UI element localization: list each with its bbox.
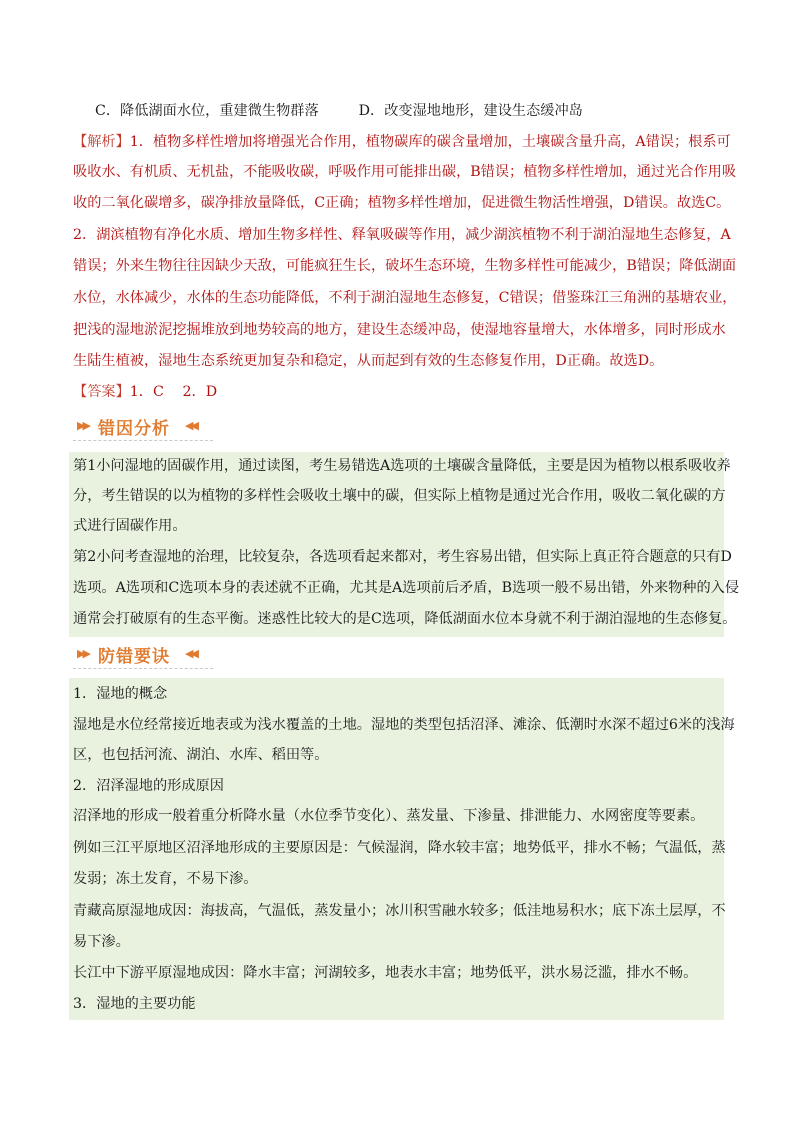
box-line: 分，考生错误的以为植物的多样性会吸收土壤中的碳，但实际上植物是通过光合作用，吸收二氧化碳的方 [73,488,726,504]
box-line: 长江中下游平原湿地成因：降水丰富；河湖较多，地表水丰富；地势低平，洪水易泛滥，排水不畅。 [73,965,698,981]
error-prevention-box [69,678,735,1020]
analysis-line-6: 水位，水体减少，水体的生态功能降低，不利于湖泊湿地生态修复，C错误；借鉴珠江三角洲的基塘农业， [73,290,737,306]
analysis-line-4: 2．湖滨植物有净化水质、增加生物多样性、释氧吸碳等作用，减少湖滨植物不利于湖泊湿地生态修复，A [73,227,731,243]
box-line: 区，也包括河流、湖泊、水库、稻田等。 [73,747,329,763]
section-title: 错因分析 [98,419,170,439]
section-heading-error-analysis [73,412,213,441]
analysis-tag: 【解析】 [73,134,130,150]
error-analysis-box [69,452,740,637]
box-line: 第1小问湿地的固碳作用，通过读图，考生易错选A选项的土壤碳含量降低，主要是因为植物以根系吸收养 [73,458,731,474]
box-line: 1．湿地的概念 [73,686,168,702]
analysis-line-3: 收的二氧化碳增多，碳净排放量降低，C正确；植物多样性增加，促进微生物活性增强，D错误。故选C。 [73,195,731,211]
options-row [95,100,583,120]
double-arrow-left-icon: ◀◀ [185,647,196,660]
answer-line [73,382,723,402]
option-c: C．降低湖面水位，重建微生物群落 [95,103,319,119]
analysis-line-1: 【解析】1．植物多样性增加将增强光合作用，植物碳库的碳含量增加，土壤碳含量升高，A错误；根系可 [73,134,731,150]
answer-tag: 【答案】 [73,384,130,400]
box-line: 青藏高原湿地成因：海拔高，气温低，蒸发量小；冰川积雪融水较多；低洼地易积水；底下冻土层厚，不 [73,903,726,919]
analysis-line-2: 吸收水、有机质、无机盐，不能吸收碳，呼吸作用可能排出碳，B错误；植物多样性增加，通过光合作用吸 [73,164,737,180]
box-line: 例如三江平原地区沼泽地形成的主要原因是：气候湿润，降水较丰富；地势低平，排水不畅；气温低，蒸 [73,840,726,856]
box-line: 3．湿地的主要功能 [73,996,196,1012]
analysis-line-7: 把浅的湿地淤泥挖掘堆放到地势较高的地方，建设生态缓冲岛，使湿地容量增大，水体增多，同时形成水 [73,322,726,338]
section-title: 防错要诀 [98,647,170,667]
box-line: 通常会打破原有的生态平衡。迷惑性比较大的是C选项，降低湖面水位本身就不利于湖泊湿地的生态修复。 [73,611,737,627]
box-line: 沼泽地的形成一般着重分析降水量（水位季节变化）、蒸发量、下渗量、排泄能力、水网密度等要素。 [73,808,705,824]
double-arrow-right-icon: ▶▶ [77,419,88,432]
box-line: 选项。A选项和C选项本身的表述就不正确，尤其是A选项前后矛盾，B选项一般不易出错，外来物种的入侵 [73,580,740,596]
box-line: 式进行固碳作用。 [73,518,187,534]
answer-text: 1．C 2．D [129,384,218,400]
double-arrow-right-icon: ▶▶ [77,647,88,660]
box-line: 发弱；冻土发育，不易下渗。 [73,871,258,887]
option-d: D．改变湿地地形，建设生态缓冲岛 [358,103,583,119]
analysis-line-8: 生陆生植被，湿地生态系统更加复杂和稳定，从而起到有效的生态修复作用，D正确。故选D。 [73,353,664,369]
analysis-line-5: 错误；外来生物往往因缺少天敌，可能疯狂生长，破坏生态环境，生物多样性可能减少，B错误；降低湖面 [73,258,737,274]
box-line: 易下渗。 [73,934,130,950]
box-line: 第2小问考查湿地的治理，比较复杂，各选项看起来都对，考生容易出错，但实际上真正符合题意的只有D [73,549,732,565]
box-line: 2．沼泽湿地的形成原因 [73,778,224,794]
section-heading-error-prevention [73,640,213,669]
double-arrow-left-icon: ◀◀ [185,419,196,432]
box-line: 湿地是水位经常接近地表或为浅水覆盖的土地。湿地的类型包括沼泽、滩涂、低潮时水深不超过6米的浅海 [73,717,735,733]
